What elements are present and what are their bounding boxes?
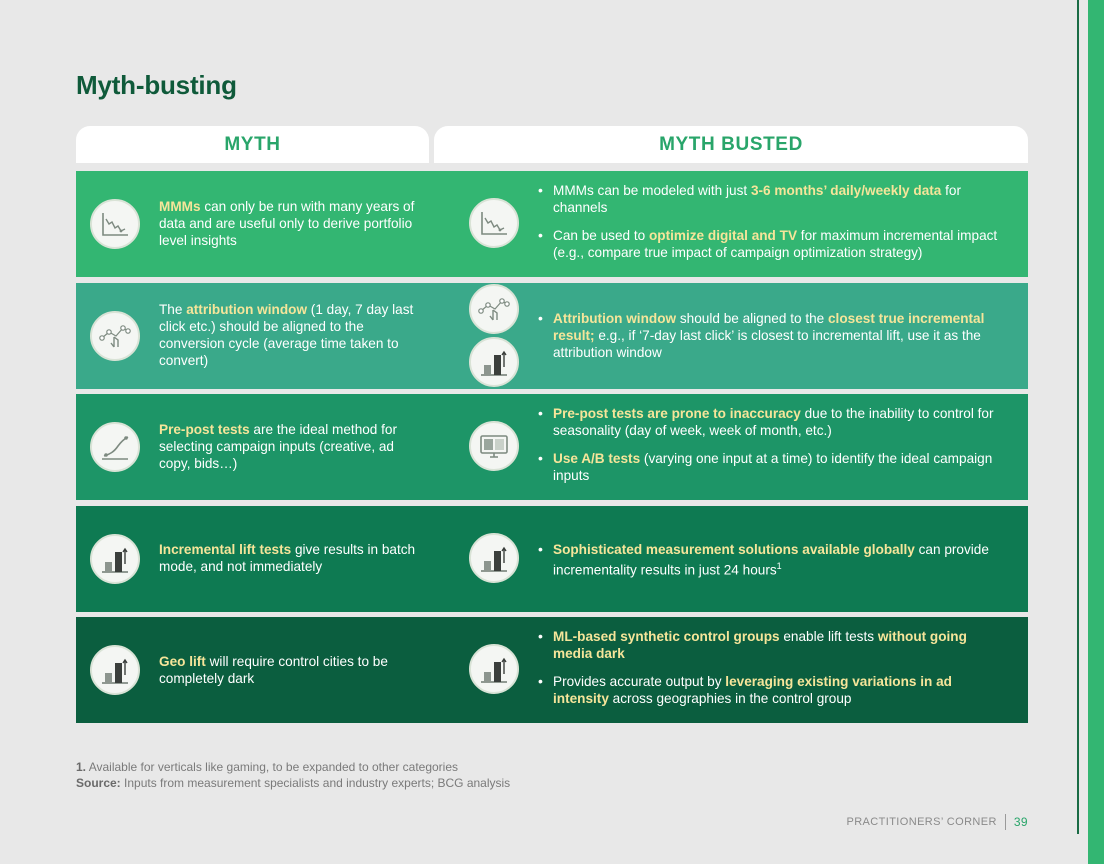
myth-row-2 [76, 283, 1028, 389]
page-number: 39 [1013, 815, 1028, 829]
footnote-number: 1. [76, 760, 87, 774]
click-path-icon [90, 311, 140, 361]
source-label: Source: [76, 776, 121, 790]
myth-statement [159, 653, 421, 687]
footnote-text: Available for verticals like gaming, to be expanded to other categories [86, 760, 459, 774]
myth-busted-point [538, 405, 1008, 439]
highlight-text: Use A/B tests [553, 451, 641, 466]
source-note [76, 775, 510, 791]
rising-curve-icon [90, 422, 140, 472]
highlight-text: attribution window [186, 302, 308, 317]
myth-column-header: MYTH [76, 126, 429, 163]
bar-lift-icon [469, 644, 519, 694]
right-edge-line [1077, 0, 1079, 834]
source-text: Inputs from measurement specialists and industry experts; BCG analysis [120, 776, 511, 790]
myth-busted-list [538, 310, 1008, 372]
body-text: e.g., if ‘7-day last click’ is closest to incremental lift, use it as the attribution window [553, 328, 981, 360]
myth-busted-point [538, 182, 1008, 216]
body-text: should be aligned to the [676, 311, 828, 326]
myth-busted-point [538, 541, 1008, 579]
footnotes [76, 759, 510, 791]
declining-chart-icon [469, 198, 519, 248]
page-title: Myth-busting [76, 70, 237, 100]
highlight-text: 3-6 months’ daily/weekly data [750, 183, 942, 198]
bar-lift-icon [90, 645, 140, 695]
body-text: (1 day, 7 day last click etc.) should be aligned to the conversion cycle (average time taken to convert) [159, 302, 414, 368]
myth-busted-list [538, 182, 1008, 272]
body-text: will require control cities to be completely dark [159, 654, 388, 686]
body-text: The [159, 302, 187, 317]
myth-statement [159, 421, 421, 472]
ab-test-monitor-icon [469, 421, 519, 471]
myth-busted-list [538, 541, 1008, 590]
highlight-text: MMMs [159, 199, 201, 214]
right-edge-bar [1088, 0, 1104, 864]
body-text: Provides accurate output by [553, 674, 726, 689]
myth-busted-point [538, 450, 1008, 484]
myth-row-5 [76, 617, 1028, 723]
body-text: for maximum incremental impact (e.g., compare true impact of campaign optimization strategy) [553, 228, 998, 260]
myth-busted-point [538, 673, 1008, 707]
body-text: give results in batch mode, and not immediately [159, 542, 416, 574]
myth-busted-point [538, 628, 1008, 662]
myth-busted-point [538, 310, 1008, 361]
bar-lift-icon [469, 533, 519, 583]
bar-lift-icon [90, 534, 140, 584]
myth-busted-column-header: MYTH BUSTED [434, 126, 1028, 163]
body-text: can provide incrementality results in just 24 hours [553, 542, 989, 578]
body-text: (varying one input at a time) to identify the ideal campaign inputs [553, 451, 993, 483]
highlight-text: Pre-post tests are prone to inaccuracy [553, 406, 801, 421]
body-text: can only be run with many years of data and are useful only to derive portfolio level insights [159, 199, 415, 248]
myth-statement [159, 541, 421, 575]
highlight-text: Pre-post tests [159, 422, 250, 437]
highlight-text: optimize digital and TV [648, 228, 798, 243]
highlight-text: closest true incremental result; [553, 311, 985, 343]
body-text: due to the inability to control for seasonality (day of week, week of month, etc.) [553, 406, 994, 438]
myth-row-4 [76, 506, 1028, 612]
body-text: are the ideal method for selecting campaign inputs (creative, ad copy, bids…) [159, 422, 398, 471]
highlight-text: leveraging existing variations in ad intensity [553, 674, 952, 706]
highlight-text: Attribution window [553, 311, 677, 326]
body-text: 1 [776, 561, 782, 571]
section-name: PRACTITIONERS’ CORNER [846, 816, 997, 828]
body-text: enable lift tests [779, 629, 878, 644]
myth-busted-list [538, 405, 1008, 495]
click-path-icon [469, 284, 519, 334]
myth-busted-point [538, 227, 1008, 261]
body-text: MMMs can be modeled with just [553, 183, 751, 198]
declining-chart-icon [90, 199, 140, 249]
myth-busted-list [538, 628, 1008, 718]
footnote-1 [76, 759, 510, 775]
footer-separator [1005, 814, 1006, 830]
highlight-text: without going media dark [553, 629, 967, 661]
highlight-text: Incremental lift tests [159, 542, 292, 557]
highlight-text: Sophisticated measurement solutions available globally [553, 542, 915, 557]
body-text: across geographies in the control group [608, 691, 852, 706]
page-footer [846, 814, 1028, 830]
highlight-text: Geo lift [159, 654, 206, 669]
myth-statement [159, 198, 421, 249]
body-text: Can be used to [553, 228, 649, 243]
myth-row-1 [76, 171, 1028, 277]
myth-statement [159, 301, 421, 369]
myth-row-3 [76, 394, 1028, 500]
highlight-text: ML-based synthetic control groups [553, 629, 780, 644]
body-text: for channels [553, 183, 961, 215]
bar-lift-icon [469, 337, 519, 387]
